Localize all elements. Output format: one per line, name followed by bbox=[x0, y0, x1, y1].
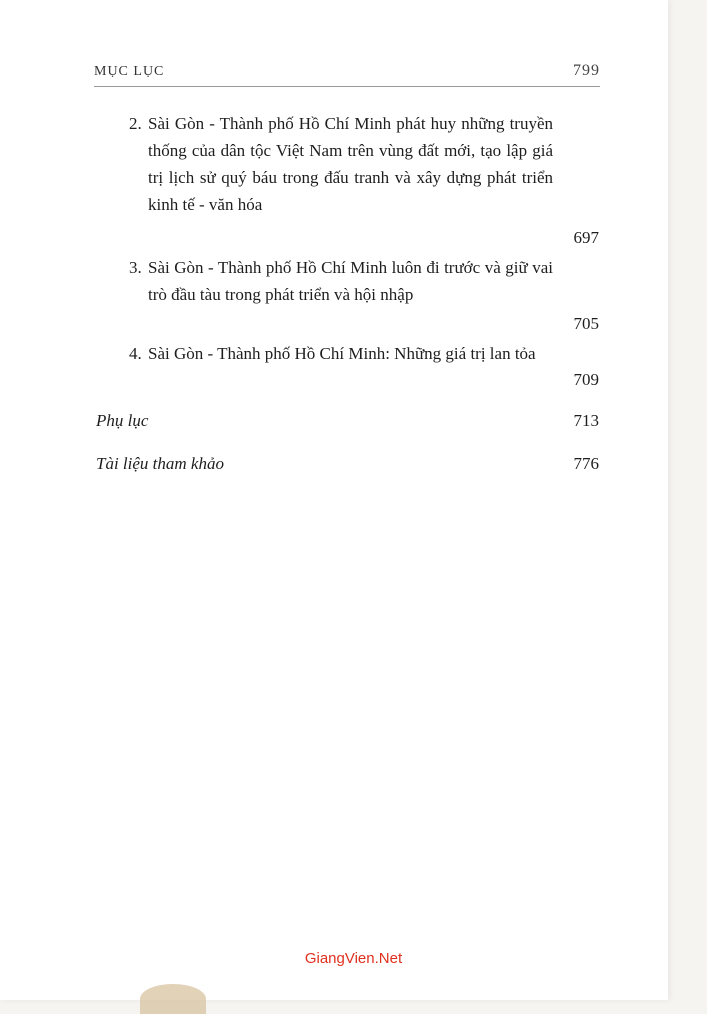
toc-section-page[interactable]: 713 bbox=[573, 411, 599, 430]
running-header bbox=[94, 64, 600, 87]
toc-entry[interactable] bbox=[129, 340, 553, 367]
toc-section-title[interactable]: Phụ lục bbox=[96, 411, 149, 430]
toc-entry-number: 4. bbox=[129, 344, 142, 363]
toc-entry-page[interactable]: 697 bbox=[573, 228, 599, 247]
page-edge-decoration bbox=[140, 984, 206, 1014]
toc-entry[interactable] bbox=[129, 254, 553, 308]
toc-entry[interactable] bbox=[129, 110, 553, 218]
header-page-number: 799 bbox=[573, 62, 600, 79]
toc-entry-text: Sài Gòn - Thành phố Hồ Chí Minh: Những giá trị lan tỏa bbox=[148, 344, 536, 363]
toc-entry-number: 3. bbox=[129, 258, 142, 277]
toc-entry-page[interactable]: 709 bbox=[573, 370, 599, 389]
toc-section-page[interactable]: 776 bbox=[573, 454, 599, 473]
watermark-text: GiangVien.Net bbox=[304, 950, 403, 967]
toc-entry-text: Sài Gòn - Thành phố Hồ Chí Minh phát huy những truyền thống của dân tộc Việt Nam trên vùng đất mới, tạo lập giá trị lịch sử quý báu trong đấu tranh và xây dựng phát triển kinh tế - văn hóa bbox=[148, 114, 553, 214]
toc-entry-number: 2. bbox=[129, 114, 142, 133]
toc-entry-text: Sài Gòn - Thành phố Hồ Chí Minh luôn đi trước và giữ vai trò đầu tàu trong phát triển và hội nhập bbox=[148, 258, 553, 304]
toc-entry-page[interactable]: 705 bbox=[573, 314, 599, 333]
toc-section-title[interactable]: Tài liệu tham khảo bbox=[96, 454, 224, 473]
header-title: MỤC LỤC bbox=[94, 64, 165, 79]
